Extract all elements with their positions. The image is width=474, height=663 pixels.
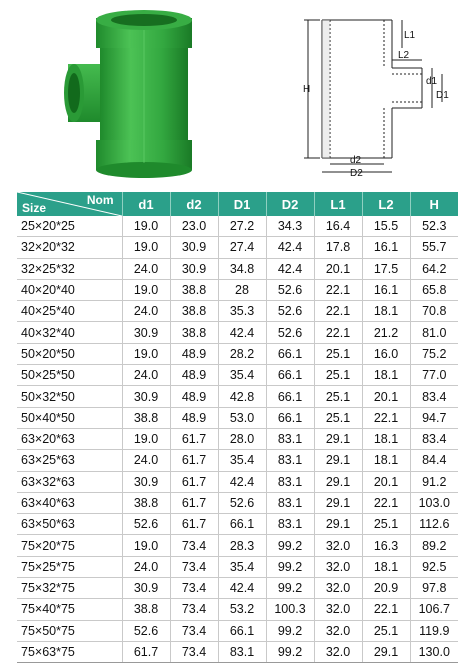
value-cell: 25.1 <box>314 365 362 386</box>
table-body <box>17 216 458 663</box>
value-cell: 99.2 <box>266 535 314 556</box>
size-cell: 50×32*50 <box>17 386 122 407</box>
value-cell: 66.1 <box>266 343 314 364</box>
value-cell: 18.1 <box>362 450 410 471</box>
value-cell: 61.7 <box>170 450 218 471</box>
header-L2: L2 <box>362 192 410 216</box>
value-cell: 28.2 <box>218 343 266 364</box>
corner-nom-label: Nom <box>86 193 114 207</box>
value-cell: 103.0 <box>410 492 458 513</box>
value-cell: 32.0 <box>314 535 362 556</box>
value-cell: 22.1 <box>314 322 362 343</box>
label-H: H <box>303 84 311 95</box>
value-cell: 22.1 <box>362 492 410 513</box>
corner-header <box>17 192 122 216</box>
size-cell: 63×20*63 <box>17 428 122 449</box>
value-cell: 29.1 <box>314 492 362 513</box>
value-cell: 66.1 <box>266 365 314 386</box>
size-cell: 25×20*25 <box>17 216 122 237</box>
header-D1: D1 <box>218 192 266 216</box>
label-d1: d1 <box>426 76 438 87</box>
table-row <box>17 428 458 449</box>
size-cell: 50×20*50 <box>17 343 122 364</box>
value-cell: 100.3 <box>266 599 314 620</box>
value-cell: 48.9 <box>170 365 218 386</box>
table-row <box>17 620 458 641</box>
value-cell: 83.1 <box>266 514 314 535</box>
table-row <box>17 237 458 258</box>
value-cell: 24.0 <box>122 258 170 279</box>
value-cell: 30.9 <box>170 258 218 279</box>
value-cell: 99.2 <box>266 620 314 641</box>
value-cell: 34.8 <box>218 258 266 279</box>
value-cell: 48.9 <box>170 386 218 407</box>
table-row <box>17 386 458 407</box>
value-cell: 19.0 <box>122 216 170 237</box>
header-d1: d1 <box>122 192 170 216</box>
table-row <box>17 471 458 492</box>
value-cell: 20.9 <box>362 578 410 599</box>
corner-size-label: Size <box>22 201 47 215</box>
value-cell: 28.3 <box>218 535 266 556</box>
value-cell: 38.8 <box>122 599 170 620</box>
value-cell: 20.1 <box>362 386 410 407</box>
table-row <box>17 514 458 535</box>
value-cell: 66.1 <box>266 407 314 428</box>
value-cell: 23.0 <box>170 216 218 237</box>
value-cell: 130.0 <box>410 641 458 662</box>
value-cell: 84.4 <box>410 450 458 471</box>
value-cell: 25.1 <box>362 620 410 641</box>
table-row <box>17 279 458 300</box>
value-cell: 81.0 <box>410 322 458 343</box>
value-cell: 48.9 <box>170 343 218 364</box>
value-cell: 65.8 <box>410 279 458 300</box>
value-cell: 83.4 <box>410 428 458 449</box>
value-cell: 32.0 <box>314 578 362 599</box>
value-cell: 19.0 <box>122 279 170 300</box>
header-d2: d2 <box>170 192 218 216</box>
value-cell: 25.1 <box>314 407 362 428</box>
value-cell: 70.8 <box>410 301 458 322</box>
value-cell: 42.4 <box>266 237 314 258</box>
size-cell: 63×40*63 <box>17 492 122 513</box>
value-cell: 38.8 <box>122 407 170 428</box>
value-cell: 83.1 <box>218 641 266 662</box>
size-cell: 32×20*32 <box>17 237 122 258</box>
value-cell: 73.4 <box>170 556 218 577</box>
size-cell: 32×25*32 <box>17 258 122 279</box>
value-cell: 29.1 <box>314 428 362 449</box>
value-cell: 55.7 <box>410 237 458 258</box>
value-cell: 29.1 <box>314 514 362 535</box>
value-cell: 77.0 <box>410 365 458 386</box>
value-cell: 32.0 <box>314 556 362 577</box>
value-cell: 73.4 <box>170 535 218 556</box>
value-cell: 94.7 <box>410 407 458 428</box>
value-cell: 25.1 <box>362 514 410 535</box>
size-cell: 63×50*63 <box>17 514 122 535</box>
value-cell: 34.3 <box>266 216 314 237</box>
size-cell: 63×25*63 <box>17 450 122 471</box>
size-cell: 75×40*75 <box>17 599 122 620</box>
table-row <box>17 578 458 599</box>
value-cell: 83.1 <box>266 428 314 449</box>
product-illustrations <box>0 0 474 188</box>
value-cell: 22.1 <box>314 301 362 322</box>
value-cell: 89.2 <box>410 535 458 556</box>
value-cell: 16.4 <box>314 216 362 237</box>
table-row <box>17 343 458 364</box>
value-cell: 28 <box>218 279 266 300</box>
value-cell: 52.6 <box>266 322 314 343</box>
value-cell: 18.1 <box>362 556 410 577</box>
value-cell: 35.3 <box>218 301 266 322</box>
dimension-drawing <box>292 8 452 180</box>
value-cell: 61.7 <box>122 641 170 662</box>
value-cell: 73.4 <box>170 641 218 662</box>
value-cell: 92.5 <box>410 556 458 577</box>
value-cell: 19.0 <box>122 535 170 556</box>
value-cell: 29.1 <box>314 450 362 471</box>
table-row <box>17 599 458 620</box>
value-cell: 25.1 <box>314 386 362 407</box>
value-cell: 16.1 <box>362 237 410 258</box>
value-cell: 32.0 <box>314 641 362 662</box>
value-cell: 24.0 <box>122 365 170 386</box>
size-cell: 75×32*75 <box>17 578 122 599</box>
label-L2: L2 <box>398 50 410 61</box>
value-cell: 35.4 <box>218 556 266 577</box>
value-cell: 19.0 <box>122 237 170 258</box>
value-cell: 18.1 <box>362 428 410 449</box>
value-cell: 24.0 <box>122 556 170 577</box>
value-cell: 52.3 <box>410 216 458 237</box>
size-cell: 50×40*50 <box>17 407 122 428</box>
table-row <box>17 258 458 279</box>
value-cell: 119.9 <box>410 620 458 641</box>
value-cell: 22.1 <box>314 279 362 300</box>
value-cell: 30.9 <box>122 578 170 599</box>
value-cell: 83.1 <box>266 492 314 513</box>
value-cell: 61.7 <box>170 514 218 535</box>
table-row <box>17 216 458 237</box>
value-cell: 16.0 <box>362 343 410 364</box>
size-cell: 40×25*40 <box>17 301 122 322</box>
value-cell: 18.1 <box>362 365 410 386</box>
value-cell: 112.6 <box>410 514 458 535</box>
value-cell: 61.7 <box>170 471 218 492</box>
header-L1: L1 <box>314 192 362 216</box>
value-cell: 42.8 <box>218 386 266 407</box>
value-cell: 38.8 <box>122 492 170 513</box>
value-cell: 83.1 <box>266 450 314 471</box>
value-cell: 24.0 <box>122 301 170 322</box>
value-cell: 66.1 <box>218 620 266 641</box>
value-cell: 75.2 <box>410 343 458 364</box>
value-cell: 53.2 <box>218 599 266 620</box>
value-cell: 99.2 <box>266 641 314 662</box>
value-cell: 66.1 <box>266 386 314 407</box>
value-cell: 42.4 <box>218 471 266 492</box>
size-cell: 50×25*50 <box>17 365 122 386</box>
value-cell: 17.8 <box>314 237 362 258</box>
table-row <box>17 322 458 343</box>
size-cell: 75×20*75 <box>17 535 122 556</box>
value-cell: 32.0 <box>314 620 362 641</box>
size-cell: 63×32*63 <box>17 471 122 492</box>
value-cell: 16.3 <box>362 535 410 556</box>
value-cell: 25.1 <box>314 343 362 364</box>
value-cell: 22.1 <box>362 599 410 620</box>
value-cell: 29.1 <box>314 471 362 492</box>
header-H: H <box>410 192 458 216</box>
value-cell: 16.1 <box>362 279 410 300</box>
value-cell: 29.1 <box>362 641 410 662</box>
value-cell: 30.9 <box>170 237 218 258</box>
value-cell: 20.1 <box>362 471 410 492</box>
header-D2: D2 <box>266 192 314 216</box>
value-cell: 52.6 <box>122 514 170 535</box>
size-cell: 75×50*75 <box>17 620 122 641</box>
value-cell: 19.0 <box>122 343 170 364</box>
value-cell: 28.0 <box>218 428 266 449</box>
label-D1: D1 <box>436 90 449 101</box>
table-row <box>17 301 458 322</box>
value-cell: 15.5 <box>362 216 410 237</box>
label-L1: L1 <box>404 30 416 41</box>
value-cell: 61.7 <box>170 492 218 513</box>
value-cell: 30.9 <box>122 322 170 343</box>
value-cell: 73.4 <box>170 578 218 599</box>
label-d2: d2 <box>350 155 362 166</box>
value-cell: 18.1 <box>362 301 410 322</box>
table-row <box>17 492 458 513</box>
value-cell: 83.4 <box>410 386 458 407</box>
value-cell: 17.5 <box>362 258 410 279</box>
value-cell: 27.4 <box>218 237 266 258</box>
value-cell: 32.0 <box>314 599 362 620</box>
table-row <box>17 407 458 428</box>
value-cell: 52.6 <box>266 301 314 322</box>
value-cell: 52.6 <box>218 492 266 513</box>
value-cell: 99.2 <box>266 578 314 599</box>
value-cell: 52.6 <box>266 279 314 300</box>
table-row <box>17 641 458 662</box>
value-cell: 106.7 <box>410 599 458 620</box>
value-cell: 38.8 <box>170 279 218 300</box>
size-cell: 40×20*40 <box>17 279 122 300</box>
table-row <box>17 535 458 556</box>
value-cell: 30.9 <box>122 386 170 407</box>
value-cell: 73.4 <box>170 620 218 641</box>
table-header-row <box>17 192 458 216</box>
value-cell: 64.2 <box>410 258 458 279</box>
value-cell: 22.1 <box>362 407 410 428</box>
value-cell: 27.2 <box>218 216 266 237</box>
value-cell: 35.4 <box>218 450 266 471</box>
value-cell: 66.1 <box>218 514 266 535</box>
table-row <box>17 450 458 471</box>
table-row <box>17 365 458 386</box>
value-cell: 38.8 <box>170 301 218 322</box>
value-cell: 42.4 <box>218 322 266 343</box>
size-cell: 75×25*75 <box>17 556 122 577</box>
value-cell: 73.4 <box>170 599 218 620</box>
reducing-tee-photo <box>60 8 210 180</box>
value-cell: 24.0 <box>122 450 170 471</box>
value-cell: 48.9 <box>170 407 218 428</box>
value-cell: 97.8 <box>410 578 458 599</box>
value-cell: 35.4 <box>218 365 266 386</box>
size-cell: 40×32*40 <box>17 322 122 343</box>
value-cell: 83.1 <box>266 471 314 492</box>
value-cell: 19.0 <box>122 428 170 449</box>
value-cell: 91.2 <box>410 471 458 492</box>
value-cell: 30.9 <box>122 471 170 492</box>
size-cell: 75×63*75 <box>17 641 122 662</box>
value-cell: 99.2 <box>266 556 314 577</box>
value-cell: 20.1 <box>314 258 362 279</box>
dimension-table <box>17 192 458 663</box>
label-D2: D2 <box>350 168 363 179</box>
value-cell: 53.0 <box>218 407 266 428</box>
table-row <box>17 556 458 577</box>
value-cell: 38.8 <box>170 322 218 343</box>
value-cell: 52.6 <box>122 620 170 641</box>
value-cell: 42.4 <box>266 258 314 279</box>
value-cell: 42.4 <box>218 578 266 599</box>
value-cell: 21.2 <box>362 322 410 343</box>
value-cell: 61.7 <box>170 428 218 449</box>
